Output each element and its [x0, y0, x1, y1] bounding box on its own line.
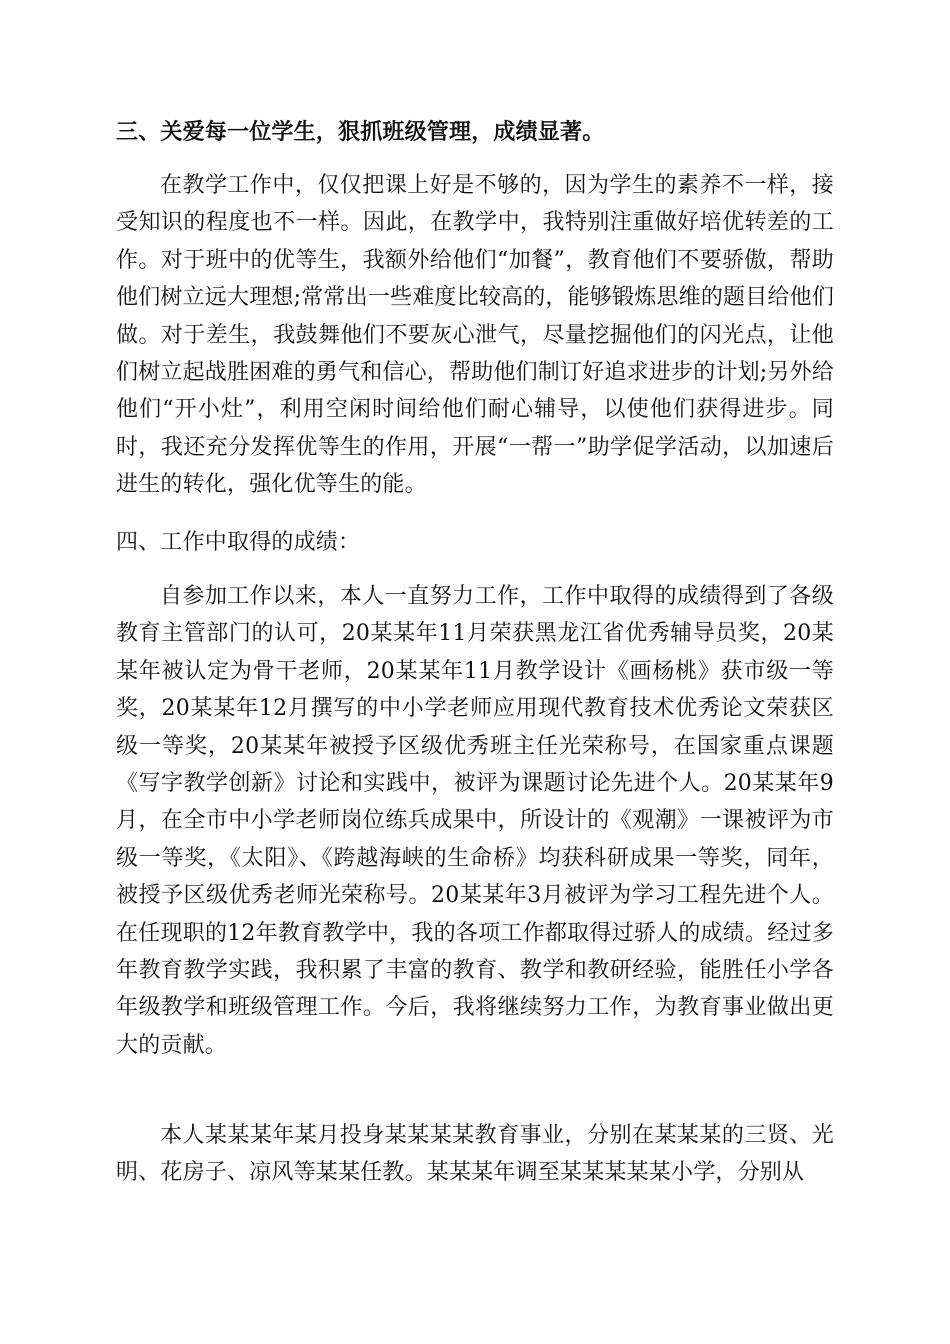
section-4-paragraph: 自参加工作以来，本人一直努力工作，工作中取得的成绩得到了各级教育主管部门的认可，20某某年11月荣获黑龙江省优秀辅导员奖，20某某年被认定为骨干老师，20某某年11月教学设计《画杨桃》获市级一等奖，20某某年12月撰写的中小学老师应用现代教育技术优秀论文荣获区级一等奖，20某某年被授予区级优秀班主任光荣称号，在国家重点课题《写字教学创新》讨论和实践中，被评为课题讨论先进个人。20某某年9月，在全市中小学老师岗位练兵成果中，所设计的《观潮》一课被评为市级一等奖，《太阳》、《跨越海峡的生命桥》均获科研成果一等奖，同年，被授予区级优秀老师光荣称号。20某某年3月被评为学习工程先进个人。在任现职的12年教育教学中，我的各项工作都取得过骄人的成绩。经过多年教育教学实践，我积累了丰富的教育、教学和教研经验，能胜任小学各年级教学和班级管理工作。今后，我将继续努力工作，为教育事业做出更大的贡献。: [116, 584, 834, 1058]
intro-paragraph: 本人某某某年某月投身某某某某教育事业，分别在某某某的三贤、光明、花房子、凉风等某某任教。某某某年调至某某某某某小学，分别从: [116, 1123, 834, 1186]
section-3-heading: 三、关爱每一位学生，狠抓班级管理，成绩显著。: [116, 119, 605, 145]
section-4-heading: 四、工作中取得的成绩：: [116, 530, 361, 555]
section-3-paragraph: 在教学工作中，仅仅把课上好是不够的，因为学生的素养不一样，接受知识的程度也不一样。因此，在教学中，我特别注重做好培优转差的工作。对于班中的优等生，我额外给他们“加餐”，教育他们不要骄傲，帮助他们树立远大理想;常常出一些难度比较高的，能够锻炼思维的题目给他们做。对于差生，我鼓舞他们不要灰心泄气，尽量挖掘他们的闪光点，让他们树立起战胜困难的勇气和信心，帮助他们制订好追求进步的计划;另外给他们“开小灶”，利用空闲时间给他们耐心辅导，以使他们获得进步。同时，我还充分发挥优等生的作用，开展“一帮一”助学促学活动，以加速后进生的转化，强化优等生的能。: [116, 173, 835, 498]
